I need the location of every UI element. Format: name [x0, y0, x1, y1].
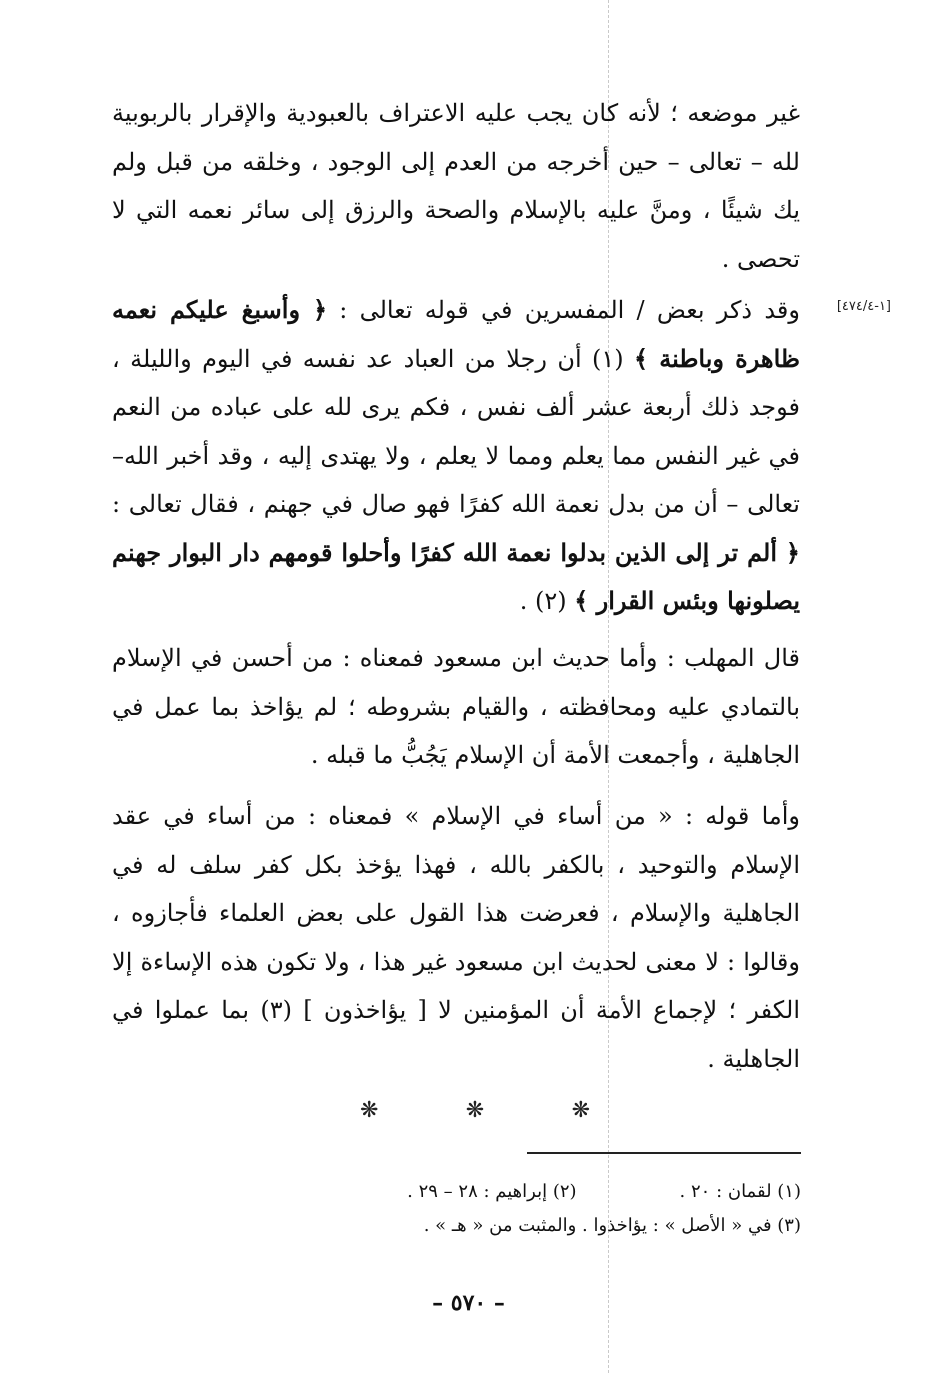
margin-reference: [١-٤٧٤/٤]: [836, 299, 891, 314]
paragraph-1: غير موضعه ؛ لأنه كان يجب عليه الاعتراف بالعبودية والإقرار بالربوبية لله – تعالى – حين أخرجه من العدم إلى الوجود ، وخلقه من قبل ولم يك شيئًا ، ومنَّ عليه بالإسلام والصحة والرزق إلى سائر نعمه التي لا تحصى .: [112, 99, 800, 273]
footnote-rule: [527, 1152, 801, 1154]
star-ornament-icon: ❋: [571, 1098, 590, 1123]
footnote-1-2: (١) لقمان : ٢٠ . (٢) إبراهيم : ٢٨ – ٢٩ .: [407, 1181, 801, 1202]
footnote-3: (٣) في « الأصل » : يؤاخذوا . والمثبت من « هـ » .: [423, 1215, 801, 1236]
quran-verse-2: ﴿ ألم تر إلى الذين بدلوا نعمة الله كفرًا وأحلوا قومهم دار البوار جهنم يصلونها وبئس القرار ﴾: [112, 537, 800, 615]
paragraph-4: وأما قوله : « من أساء في الإسلام » فمعناه : من أساء في عقد الإسلام والتوحيد ، بالكفر بالله ، فهذا يؤخذ بكل كفر سلف له في الجاهلية والإسلام ، فعرضت هذا القول على بعض العلماء فأجازوه ، وقالوا : لا معنى لحديث ابن مسعود غير هذا ، ولا تكون هذه الإساءة إلا الكفر ؛ لإجماع الأمة أن المؤمنين لا [ يؤاخذون ] (٣) بما عملوا في الجاهلية .: [112, 802, 800, 1073]
quran-verse-1: ﴿ وأسبغ عليكم نعمه ظاهرة وباطنة ﴾: [112, 295, 800, 373]
paragraph-2: [112, 286, 800, 626]
paragraph-2-body: (١) أن رجلا من العباد عد نفسه في اليوم والليلة ، فوجد ذلك أربعة عشر ألف نفس ، فكم يرى لله على عباده من النعم في غير النفس مما يعلم ومما لا يعلم ، ولا يهتدى إليه ، وقد أخبر الله– تعالى – أن من بدل نعمة الله كفرًا فهو صال في جهنم ، فقال تعالى :: [112, 344, 800, 518]
paragraph-2-intro: وقد ذكر بعض / المفسرين في قوله تعالى :: [327, 296, 800, 324]
page-number: – ٥٧٠ –: [432, 1290, 505, 1316]
section-separator: [360, 1098, 590, 1123]
paragraph-3: قال المهلب : وأما حديث ابن مسعود فمعناه : من أحسن في الإسلام بالتمادي عليه ومحافظته ، والقيام بشروطه ؛ لم يؤاخذ بما عمل في الجاهلية ، وأجمعت الأمة أن الإسلام يَجُبُّ ما قبله .: [112, 644, 800, 769]
star-ornament-icon: ❋: [360, 1098, 379, 1123]
star-ornament-icon: ❋: [465, 1098, 485, 1123]
paragraph-2-end: (٢) .: [519, 587, 575, 615]
